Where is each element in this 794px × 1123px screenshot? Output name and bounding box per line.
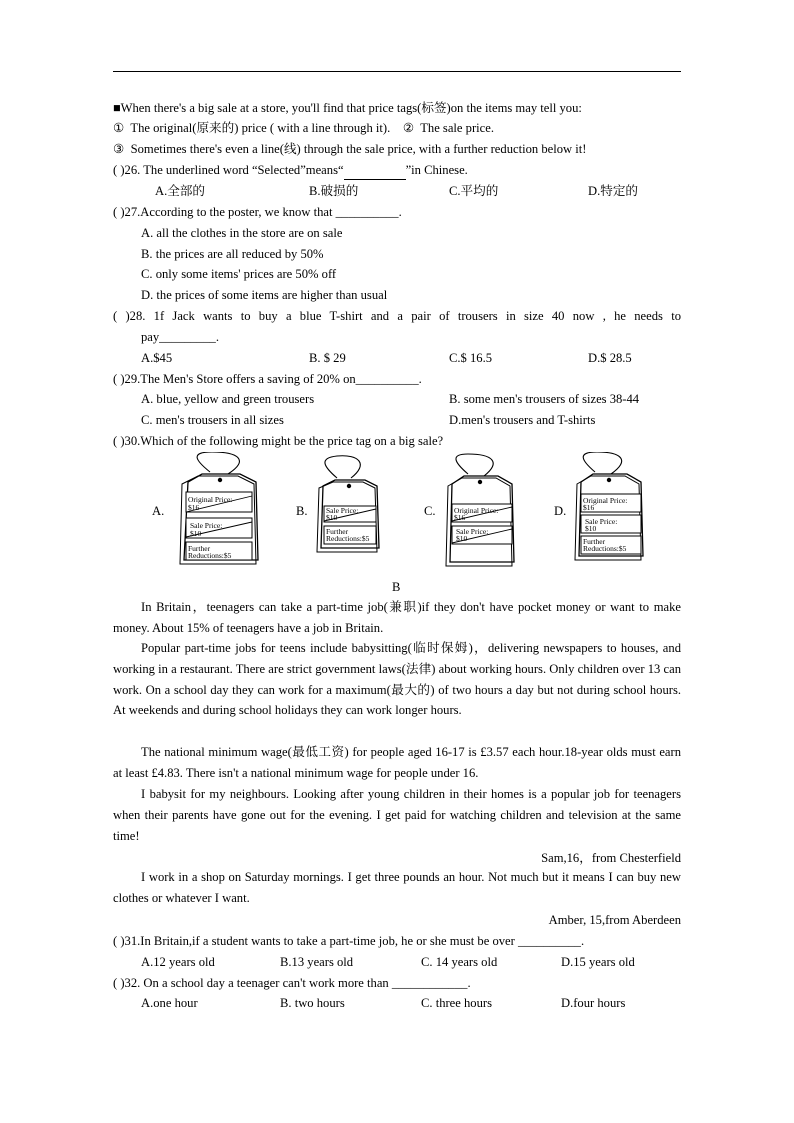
- question-31-option-a: A.12 years old: [141, 955, 215, 969]
- question-31-stem: ( )31.In Britain,if a student wants to take a part-time job, he or she must be over __________.: [113, 934, 585, 948]
- question-28-option-b: B. $ 29: [309, 351, 346, 365]
- question-32-option-c: C. three hours: [421, 996, 492, 1010]
- intro-line-1: ■When there's a big sale at a store, you'll find that price tags(标签)on the items may tell you:: [113, 101, 582, 115]
- tag-a-box2-label: Sale Price:: [190, 521, 223, 530]
- question-32-option-a: A.one hour: [141, 996, 198, 1010]
- tag-c-box1-value: $16: [454, 513, 466, 522]
- tag-d-box3-label: Further: [583, 537, 606, 546]
- circled-number-3: ③: [113, 142, 125, 156]
- tag-c-letter: C.: [424, 504, 436, 518]
- question-29-option-a: A. blue, yellow and green trousers: [141, 392, 315, 406]
- tag-d-box1-value: $16: [583, 503, 595, 512]
- intro-line-3: ③ Sometimes there's even a line(线) through the sale price, with a further reduction below it!: [113, 142, 587, 156]
- question-27-option-c: C. only some items' prices are 50% off: [141, 267, 337, 281]
- intro-line-2: ① The original(原来的) price ( with a line through it). ② The sale price.: [113, 121, 494, 135]
- tag-a-box2-value: $10: [190, 529, 202, 538]
- price-tag-d: [575, 452, 643, 560]
- tag-d-box3-value: Reductions:$5: [583, 544, 627, 553]
- question-28-option-c: C.$ 16.5: [449, 351, 493, 365]
- circled-number-1: ①: [113, 121, 125, 135]
- question-27-option-a: A. all the clothes in the store are on sale: [141, 226, 343, 240]
- question-29-stem: ( )29.The Men's Store offers a saving of 20% on__________.: [113, 372, 422, 386]
- passage-paragraph-4: I babysit for my neighbours. Looking after young children in their homes is a popular job for teenagers when their parents have gone out for the evening. I get paid for watching children and television at the same time!: [113, 787, 681, 843]
- question-32-option-b: B. two hours: [280, 996, 345, 1010]
- price-tag-figures: [140, 452, 660, 572]
- question-31-option-c: C. 14 years old: [421, 955, 498, 969]
- tag-a-box1-value: $16: [188, 503, 200, 512]
- answer-blank: [344, 161, 406, 180]
- question-26-option-c: C.平均的: [449, 184, 499, 198]
- tag-c-box1-label: Original Price:: [454, 506, 499, 515]
- question-31-option-d: D.15 years old: [561, 955, 635, 969]
- question-28-stem-continued: pay_________.: [141, 330, 220, 344]
- tag-a-box1-label: Original Price:: [188, 495, 233, 504]
- tag-a-box3-value: Reductions:$5: [188, 551, 232, 560]
- price-tag-a: [180, 452, 258, 564]
- circled-number-2: ②: [402, 121, 415, 135]
- price-tag-b: [317, 456, 379, 552]
- question-27-option-b: B. the prices are all reduced by 50%: [141, 247, 324, 261]
- top-rule: [113, 71, 681, 72]
- question-30-stem: ( )30.Which of the following might be the price tag on a big sale?: [113, 434, 444, 448]
- question-28-option-a: A.$45: [141, 351, 173, 365]
- tag-a-letter: A.: [152, 504, 165, 518]
- passage-heading: B: [392, 580, 401, 594]
- question-28-stem: ( )28. 1f Jack wants to buy a blue T-shirt and a pair of trousers in size 40 now , he needs to: [113, 309, 681, 323]
- question-26-stem: ( )26. The underlined word “Selected”means“ ”in Chinese.: [113, 161, 468, 180]
- tag-d-letter: D.: [554, 504, 567, 518]
- tag-b-box2-value: Reductions:$5: [326, 534, 370, 543]
- question-27-option-d: D. the prices of some items are higher than usual: [141, 288, 388, 302]
- question-28-option-d: D.$ 28.5: [588, 351, 632, 365]
- tag-b-box1-label: Sale Price:: [326, 506, 359, 515]
- price-tag-c: [446, 454, 514, 566]
- tag-a-box3-label: Further: [188, 544, 211, 553]
- passage-paragraph-3: The national minimum wage(最低工资) for people aged 16-17 is £3.57 each hour.18-year olds must earn at least £4.83. There isn't a national minimum wage for people under 16.: [113, 745, 681, 780]
- tag-d-box2-label: Sale Price:: [585, 517, 618, 526]
- tag-b-letter: B.: [296, 504, 308, 518]
- signature-amber: Amber, 15,from Aberdeen: [548, 913, 681, 927]
- question-26-option-b: B.破损的: [309, 184, 359, 198]
- question-26-option-d: D.特定的: [588, 184, 639, 198]
- question-32-stem: ( )32. On a school day a teenager can't work more than ____________.: [113, 976, 471, 990]
- tag-d-box2-value: $10: [585, 524, 597, 533]
- question-29-option-c: C. men's trousers in all sizes: [141, 413, 284, 427]
- passage-paragraph-5: I work in a shop on Saturday mornings. I get three pounds an hour. Not much but it means I can buy new clothes or whatever I want.: [113, 870, 681, 905]
- question-29-option-d: D.men's trousers and T-shirts: [449, 413, 596, 427]
- passage-paragraph-1: In Britain，teenagers can take a part-time job(兼职)if they don't have pocket money or want to make money. About 15% of teenagers have a job in Britain.: [113, 600, 681, 635]
- tag-b-box1-value: $10: [326, 513, 338, 522]
- tag-d-box1-label: Original Price:: [583, 496, 628, 505]
- question-27-stem: ( )27.According to the poster, we know that __________.: [113, 205, 402, 219]
- passage-paragraph-2: Popular part-time jobs for teens include babysitting(临时保姆)，delivering newspapers to houses, and working in a restaurant. There are strict government laws(法律) about working hours. Only children over 13 can work. On a school day they can work for a maximum(最大的) of two hours a day but not during school hours. At weekends and during school holidays they can work longer hours.: [113, 641, 681, 718]
- question-32-option-d: D.four hours: [561, 996, 626, 1010]
- bullet-square: ■: [113, 101, 121, 115]
- tag-b-box2-label: Further: [326, 527, 349, 536]
- question-31-option-b: B.13 years old: [280, 955, 354, 969]
- tag-c-box2-value: $10: [456, 534, 468, 543]
- signature-sam: Sam,16，from Chesterfield: [541, 851, 681, 865]
- tag-c-box2-label: Sale Price:: [456, 527, 489, 536]
- question-29-option-b: B. some men's trousers of sizes 38-44: [449, 392, 640, 406]
- question-26-option-a: A.全部的: [155, 184, 206, 198]
